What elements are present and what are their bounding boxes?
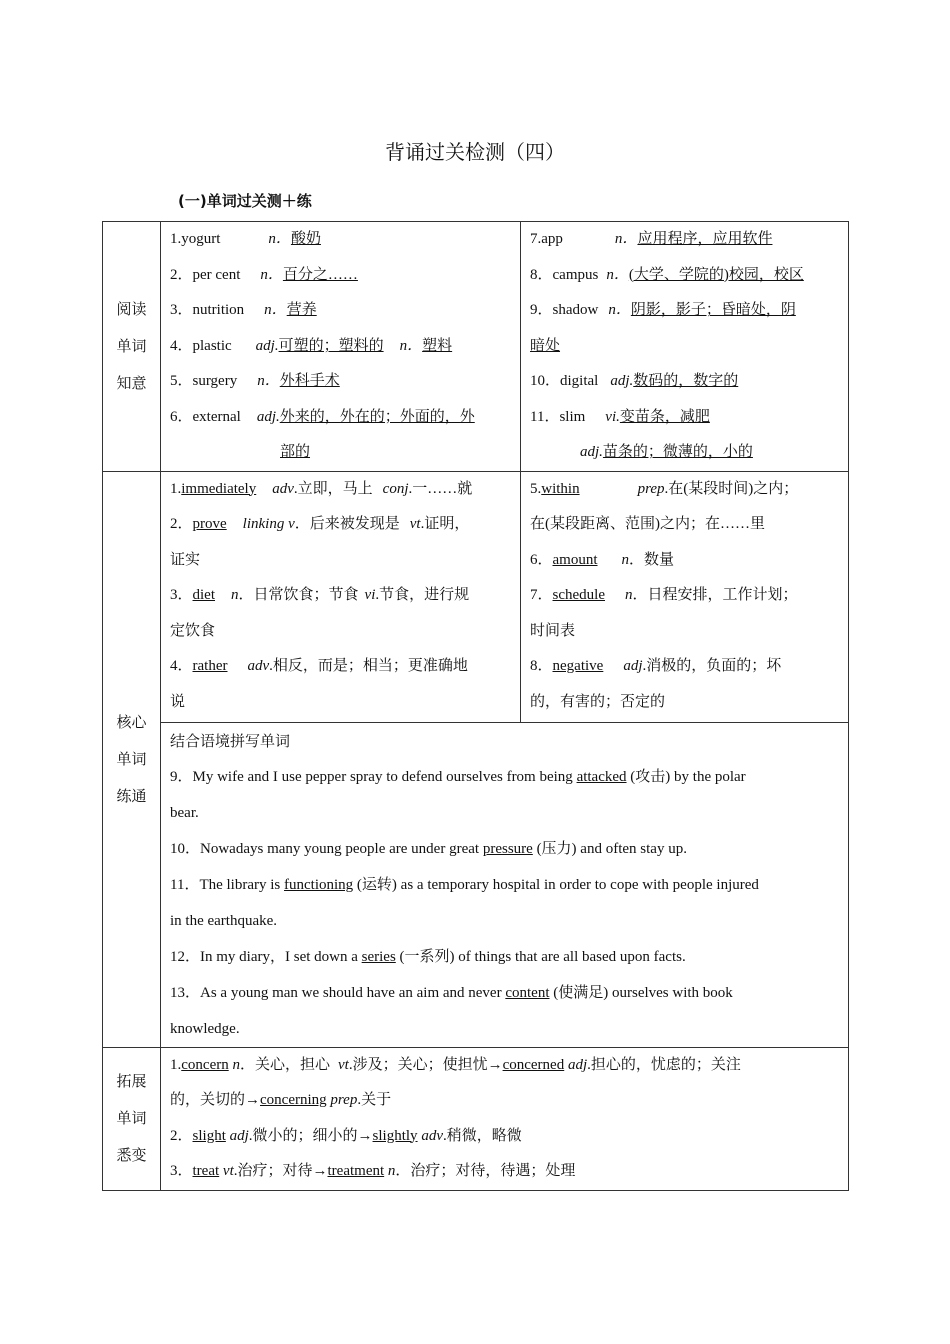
core-item-7: 7．schedule n．日程安排，工作计划； [530,587,798,603]
extend-item-2: 2．slight adj.微小的；细小的→slightly adv.稍微，略微 [170,1127,522,1144]
spelling-item-11: 11．The library is functioning (运转) as a temporary hospital in order to cope with people injured [170,876,759,893]
core-item-8-cont: 的，有害的；否定的 [530,693,666,710]
reading-item-4: 4．plastic adj.可塑的；塑料的 n．塑料 [170,337,453,354]
extend-item-1: 1.concern n．关心，担心 vt.涉及；关心；使担忧→concerned adj.担心的，忧虑的；关注 [170,1056,741,1073]
reading-left-cell [161,222,521,472]
spelling-item-12: 12．In my diary，I set down a series (一系列) of things that are all based upon facts. [170,948,686,965]
section-label-extend: 拓展 单词 悉变 [103,1047,161,1190]
section-subtitle: (一)单词过关测＋练 [178,192,312,210]
spelling-item-13-cont: knowledge. [170,1020,240,1037]
core-item-4: 4．rather adv.相反，而是；相当；更准确地 [170,658,468,674]
section-label-core: 核心 单词 练通 [103,471,161,1047]
vocab-table [102,221,849,1191]
core-item-1: 1.immediately adv.立即，马上 conj.一……就 [170,480,473,497]
core-item-7-cont: 时间表 [530,622,576,639]
reading-item-5: 5．surgery n．外科手术 [170,373,340,389]
reading-item-9-cont: 暗处 [530,337,561,354]
extend-item-1-cont: 的，关切的→concerning prep.关于 [170,1092,392,1108]
reading-item-2: 2．per cent n．百分之…… [170,266,358,283]
core-right-cell [521,471,849,722]
core-left-cell [161,471,521,722]
core-item-8: 8．negative adj.消极的，负面的；坏 [530,658,782,674]
core-item-2: 2．prove linking v．后来被发现是 vt.证明， [170,516,470,532]
core-item-6: 6．amount n．数量 [530,551,675,568]
reading-item-7: 7.app n．应用程序，应用软件 [530,231,773,247]
core-item-3: 3．diet n．日常饮食；节食 vi.节食，进行规 [170,587,470,603]
core-item-5: 5.within prep.在(某段时间)之内； [530,480,799,497]
spelling-item-10: 10．Nowadays many young people are under great pressure (压力) and often stay up. [170,840,687,857]
spelling-heading: 结合语境拼写单词 [170,731,291,750]
reading-right-cell [521,222,849,472]
page-title: 背诵过关检测（四） [385,140,565,164]
reading-item-8: 8．campus n．(大学、学院的)校园，校区 [530,266,804,283]
section-label-reading: 阅读 单词 知意 [103,222,161,472]
reading-item-11: 11．slim vi.变苗条，减肥 [530,408,710,425]
reading-item-10: 10．digital adj.数码的，数字的 [530,373,739,389]
reading-item-1: 1.yogurt n．酸奶 [170,231,321,247]
core-item-3-cont: 定饮食 [170,622,216,639]
spelling-cell [161,722,849,1047]
core-item-2-cont: 证实 [170,551,201,568]
extend-item-3: 3．treat vt.治疗；对待→treatment n．治疗；对待，待遇；处理 [170,1163,576,1179]
spelling-item-13: 13．As a young man we should have an aim and never content (使满足) ourselves with book [170,984,733,1001]
reading-item-9: 9．shadow n．阴影，影子；昏暗处，阴 [530,302,796,318]
spelling-item-9-cont: bear. [170,804,199,821]
spelling-item-9: 9．My wife and I use pepper spray to defend ourselves from being attacked (攻击) by the polar [170,768,746,785]
core-item-5-cont: 在(某段距离、范围)之内；在……里 [530,516,765,532]
reading-item-3: 3．nutrition n．营养 [170,302,317,318]
reading-item-6: 6．external adj.外来的，外在的；外面的，外 [170,408,475,425]
extend-cell [161,1047,849,1190]
reading-item-11-cont: adj.苗条的；微薄的，小的 [580,444,753,460]
spelling-item-11-cont: in the earthquake. [170,912,278,929]
reading-item-6-cont: 部的 [280,444,311,460]
core-item-4-cont: 说 [170,693,186,710]
